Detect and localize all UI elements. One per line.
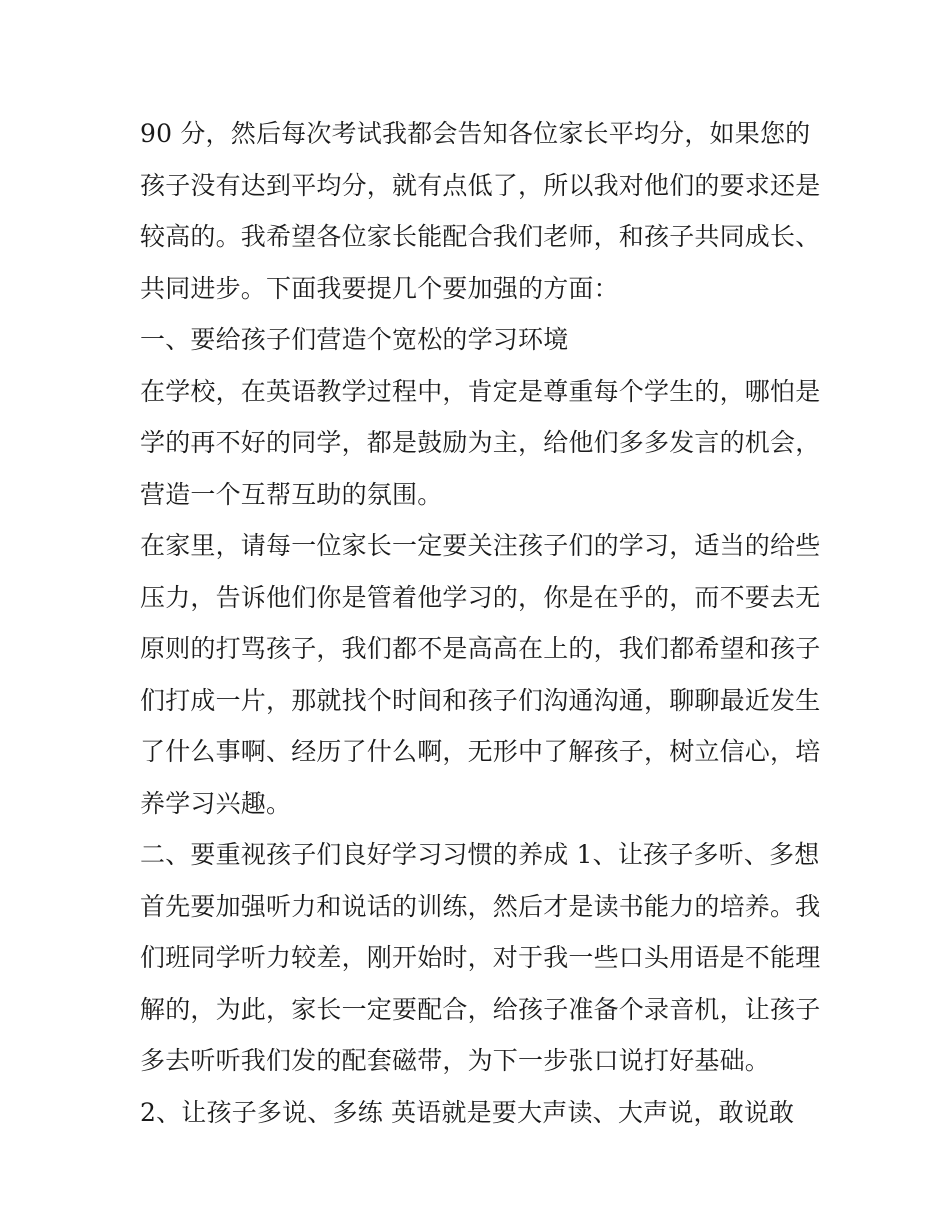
text-line: 在家里，请每一位家长一定要关注孩子们的学习，适当的给些 xyxy=(140,531,821,560)
text-line: 们打成一片，那就找个时间和孩子们沟通沟通，聊聊最近发生 xyxy=(140,685,821,715)
text-line: 压力，告诉他们你是管着他学习的，你是在乎的，而不要去无 xyxy=(140,582,821,612)
section-heading-1: 一、要给孩子们营造个宽松的学习环境 xyxy=(140,325,569,354)
text-line: 原则的打骂孩子，我们都不是高高在上的，我们都希望和孩子 xyxy=(140,634,821,663)
text-line: 首先要加强听力和说话的训练，然后才是读书能力的培养。我 xyxy=(140,891,821,921)
text-line: 共同进步。下面我要提几个要加强的方面： xyxy=(140,273,619,303)
text-line: 们班同学听力较差，刚开始时，对于我一些口头用语是不能理 xyxy=(140,943,821,972)
text-line: 在学校，在英语教学过程中，肯定是尊重每个学生的，哪怕是 xyxy=(140,376,821,406)
text-line: 较高的。我希望各位家长能配合我们老师，和孩子共同成长、 xyxy=(140,222,821,251)
text-line: 2、让孩子多说、多练 英语就是要大声读、大声说，敢说敢 xyxy=(140,1097,795,1127)
text-line: 养学习兴趣。 xyxy=(140,788,292,818)
text-line: 了什么事啊、经历了什么啊，无形中了解孩子，树立信心，培 xyxy=(140,737,821,766)
body-text xyxy=(140,108,820,1138)
section-heading-2: 二、要重视孩子们良好学习习惯的养成 1、让孩子多听、多想 xyxy=(140,840,820,869)
text-line: 多去听听我们发的配套磁带，为下一步张口说打好基础。 xyxy=(140,1046,771,1075)
text-line: 营造一个互帮互助的氛围。 xyxy=(140,479,443,509)
text-line: 孩子没有达到平均分，就有点低了，所以我对他们的要求还是 xyxy=(140,170,821,200)
text-line: 学的再不好的同学，都是鼓励为主，给他们多多发言的机会， xyxy=(140,428,821,457)
text-line: 解的，为此，家长一定要配合，给孩子准备个录音机，让孩子 xyxy=(140,994,821,1024)
text-line: 90 分，然后每次考试我都会告知各位家长平均分，如果您的 xyxy=(140,119,811,148)
